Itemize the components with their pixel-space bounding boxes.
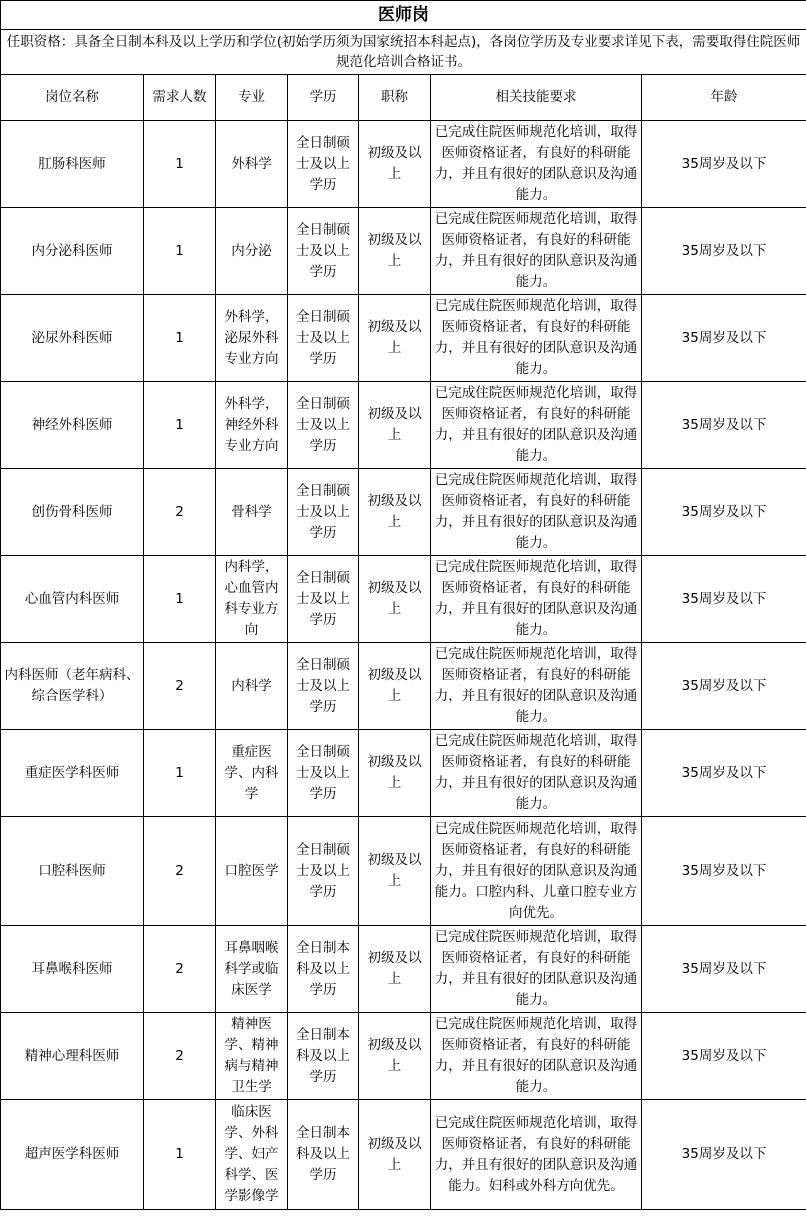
major: 骨科学	[216, 469, 288, 556]
headcount: 2	[144, 817, 216, 926]
professional-title: 初级及以上	[359, 730, 431, 817]
professional-title: 初级及以上	[359, 1100, 431, 1210]
headcount: 1	[144, 208, 216, 295]
header-cell: 相关技能要求	[431, 75, 642, 121]
headcount: 1	[144, 1100, 216, 1210]
skill-requirements: 已完成住院医师规范化培训，取得医师资格证者，有良好的科研能力，并且有很好的团队意识及沟通能力。	[431, 295, 642, 382]
skill-requirements: 已完成住院医师规范化培训，取得医师资格证者，有良好的科研能力，并且有很好的团队意识及沟通能力。	[431, 121, 642, 208]
headcount: 1	[144, 121, 216, 208]
education: 全日制硕士及以上学历	[288, 643, 359, 730]
table-row	[1, 643, 806, 730]
age-limit: 35周岁及以下	[642, 469, 806, 556]
major: 外科学	[216, 121, 288, 208]
age-limit: 35周岁及以下	[642, 643, 806, 730]
education: 全日制硕士及以上学历	[288, 121, 359, 208]
headcount: 2	[144, 469, 216, 556]
header-cell: 职称	[359, 75, 431, 121]
education: 全日制硕士及以上学历	[288, 469, 359, 556]
position-name: 创伤骨科医师	[1, 469, 144, 556]
major: 口腔医学	[216, 817, 288, 926]
table-row	[1, 295, 806, 382]
age-limit: 35周岁及以下	[642, 1100, 806, 1210]
age-limit: 35周岁及以下	[642, 556, 806, 643]
position-name: 心血管内科医师	[1, 556, 144, 643]
age-limit: 35周岁及以下	[642, 817, 806, 926]
age-limit: 35周岁及以下	[642, 382, 806, 469]
table-row	[1, 1013, 806, 1100]
professional-title: 初级及以上	[359, 1013, 431, 1100]
position-name: 泌尿外科医师	[1, 295, 144, 382]
professional-title: 初级及以上	[359, 295, 431, 382]
table-row	[1, 817, 806, 926]
education: 全日制硕士及以上学历	[288, 295, 359, 382]
age-limit: 35周岁及以下	[642, 926, 806, 1013]
age-limit: 35周岁及以下	[642, 730, 806, 817]
major: 外科学，泌尿外科专业方向	[216, 295, 288, 382]
headcount: 1	[144, 730, 216, 817]
skill-requirements: 已完成住院医师规范化培训，取得医师资格证者，有良好的科研能力，并且有很好的团队意识及沟通能力。	[431, 556, 642, 643]
header-cell: 年龄	[642, 75, 806, 121]
major: 精神医学、精神病与精神卫生学	[216, 1013, 288, 1100]
table-row	[1, 556, 806, 643]
headcount: 1	[144, 382, 216, 469]
age-limit: 35周岁及以下	[642, 208, 806, 295]
headcount: 1	[144, 295, 216, 382]
age-limit: 35周岁及以下	[642, 121, 806, 208]
age-limit: 35周岁及以下	[642, 1013, 806, 1100]
skill-requirements: 已完成住院医师规范化培训，取得医师资格证者，有良好的科研能力，并且有很好的团队意识及沟通能力。妇科或外科方向优先。	[431, 1100, 642, 1210]
skill-requirements: 已完成住院医师规范化培训，取得医师资格证者，有良好的科研能力，并且有很好的团队意识及沟通能力。	[431, 208, 642, 295]
position-name: 内科医师（老年病科、综合医学科）	[1, 643, 144, 730]
header-cell: 学历	[288, 75, 359, 121]
table-row	[1, 382, 806, 469]
table-row	[1, 1100, 806, 1210]
major: 内分泌	[216, 208, 288, 295]
education: 全日制硕士及以上学历	[288, 730, 359, 817]
major: 内科学，心血管内科专业方向	[216, 556, 288, 643]
major: 外科学，神经外科专业方向	[216, 382, 288, 469]
major: 内科学	[216, 643, 288, 730]
header-cell: 岗位名称	[1, 75, 144, 121]
table-row	[1, 121, 806, 208]
table-row	[1, 730, 806, 817]
table-header	[1, 75, 806, 121]
skill-requirements: 已完成住院医师规范化培训，取得医师资格证者，有良好的科研能力，并且有很好的团队意识及沟通能力。	[431, 643, 642, 730]
education: 全日制本科及以上学历	[288, 1013, 359, 1100]
table-row	[1, 926, 806, 1013]
headcount: 2	[144, 926, 216, 1013]
position-name: 神经外科医师	[1, 382, 144, 469]
professional-title: 初级及以上	[359, 556, 431, 643]
position-name: 口腔科医师	[1, 817, 144, 926]
headcount: 2	[144, 643, 216, 730]
header-cell: 专业	[216, 75, 288, 121]
position-name: 重症医学科医师	[1, 730, 144, 817]
position-name: 精神心理科医师	[1, 1013, 144, 1100]
skill-requirements: 已完成住院医师规范化培训，取得医师资格证者，有良好的科研能力，并且有很好的团队意识及沟通能力。	[431, 730, 642, 817]
education: 全日制本科及以上学历	[288, 926, 359, 1013]
skill-requirements: 已完成住院医师规范化培训，取得医师资格证者，有良好的科研能力，并且有很好的团队意识及沟通能力。	[431, 1013, 642, 1100]
table-row	[1, 208, 806, 295]
professional-title: 初级及以上	[359, 121, 431, 208]
qualification-text: 任职资格：具备全日制本科及以上学历和学位(初始学历须为国家统招本科起点)，各岗位学历及专业要求详见下表，需要取得住院医师规范化培训合格证书。	[1, 30, 806, 75]
professional-title: 初级及以上	[359, 817, 431, 926]
table-row	[1, 469, 806, 556]
position-name: 肛肠科医师	[1, 121, 144, 208]
position-name: 耳鼻喉科医师	[1, 926, 144, 1013]
professional-title: 初级及以上	[359, 643, 431, 730]
headcount: 1	[144, 556, 216, 643]
education: 全日制硕士及以上学历	[288, 382, 359, 469]
skill-requirements: 已完成住院医师规范化培训，取得医师资格证者，有良好的科研能力，并且有很好的团队意识及沟通能力。	[431, 926, 642, 1013]
major: 耳鼻咽喉科学或临床医学	[216, 926, 288, 1013]
major: 重症医学、内科学	[216, 730, 288, 817]
professional-title: 初级及以上	[359, 382, 431, 469]
education: 全日制本科及以上学历	[288, 1100, 359, 1210]
professional-title: 初级及以上	[359, 208, 431, 295]
major: 临床医学、外科学、妇产科学、医学影像学	[216, 1100, 288, 1210]
education: 全日制硕士及以上学历	[288, 208, 359, 295]
headcount: 2	[144, 1013, 216, 1100]
position-name: 内分泌科医师	[1, 208, 144, 295]
age-limit: 35周岁及以下	[642, 295, 806, 382]
page-title: 医师岗	[1, 1, 806, 30]
skill-requirements: 已完成住院医师规范化培训，取得医师资格证者，有良好的科研能力，并且有很好的团队意识及沟通能力。口腔内科、儿童口腔专业方向优先。	[431, 817, 642, 926]
education: 全日制硕士及以上学历	[288, 817, 359, 926]
education: 全日制硕士及以上学历	[288, 556, 359, 643]
professional-title: 初级及以上	[359, 469, 431, 556]
professional-title: 初级及以上	[359, 926, 431, 1013]
header-cell: 需求人数	[144, 75, 216, 121]
skill-requirements: 已完成住院医师规范化培训，取得医师资格证者，有良好的科研能力，并且有很好的团队意识及沟通能力。	[431, 382, 642, 469]
skill-requirements: 已完成住院医师规范化培训，取得医师资格证者，有良好的科研能力，并且有很好的团队意识及沟通能力。	[431, 469, 642, 556]
position-name: 超声医学科医师	[1, 1100, 144, 1210]
